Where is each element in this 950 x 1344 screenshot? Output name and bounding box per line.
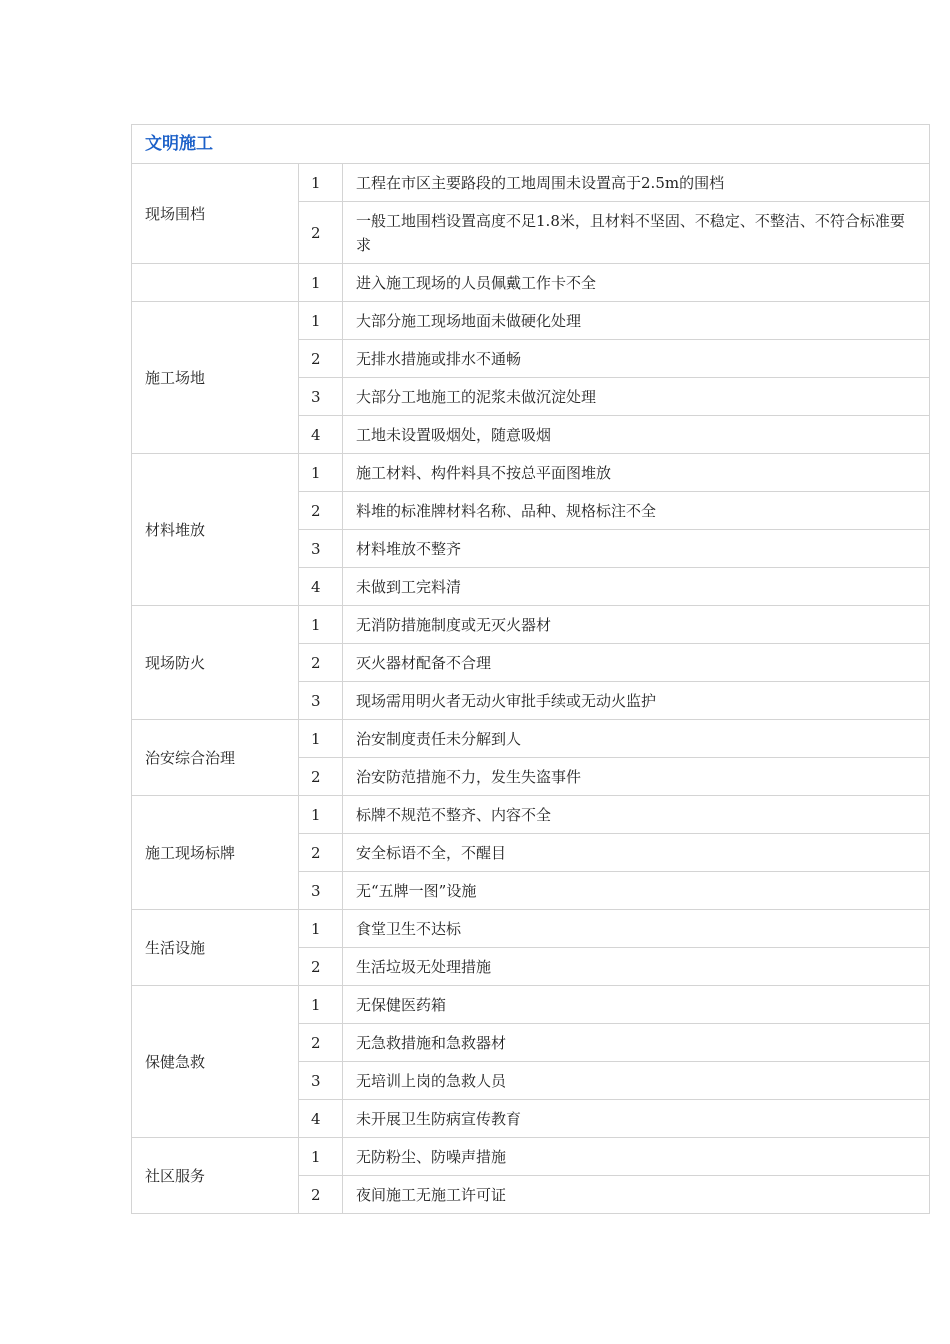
item-number: 1 (299, 264, 343, 302)
item-description: 材料堆放不整齐 (343, 530, 930, 568)
item-description: 生活垃圾无处理措施 (343, 948, 930, 986)
category-cell: 生活设施 (132, 910, 299, 986)
category-cell: 现场防火 (132, 606, 299, 720)
item-number: 3 (299, 530, 343, 568)
category-cell: 施工现场标牌 (132, 796, 299, 910)
category-cell: 现场围档 (132, 164, 299, 264)
table-row (132, 1138, 930, 1176)
item-number: 2 (299, 758, 343, 796)
item-number: 1 (299, 606, 343, 644)
item-number: 2 (299, 202, 343, 264)
item-description: 进入施工现场的人员佩戴工作卡不全 (343, 264, 930, 302)
category-cell: 治安综合治理 (132, 720, 299, 796)
category-cell: 材料堆放 (132, 454, 299, 606)
table-row (132, 164, 930, 202)
item-description: 无“五牌一图”设施 (343, 872, 930, 910)
item-number: 3 (299, 378, 343, 416)
item-number: 1 (299, 302, 343, 340)
item-number: 2 (299, 948, 343, 986)
item-number: 2 (299, 1176, 343, 1214)
item-description: 治安制度责任未分解到人 (343, 720, 930, 758)
item-number: 1 (299, 720, 343, 758)
item-number: 2 (299, 492, 343, 530)
item-description: 工程在市区主要路段的工地周围未设置高于2.5m的围档 (343, 164, 930, 202)
item-number: 4 (299, 416, 343, 454)
table-row (132, 910, 930, 948)
item-number: 1 (299, 1138, 343, 1176)
category-cell: 施工场地 (132, 302, 299, 454)
table-row (132, 264, 930, 302)
item-number: 1 (299, 164, 343, 202)
item-description: 治安防范措施不力，发生失盗事件 (343, 758, 930, 796)
item-number: 3 (299, 1062, 343, 1100)
table-row (132, 302, 930, 340)
item-number: 2 (299, 834, 343, 872)
item-description: 无保健医药箱 (343, 986, 930, 1024)
item-description: 食堂卫生不达标 (343, 910, 930, 948)
item-number: 1 (299, 910, 343, 948)
item-description: 现场需用明火者无动火审批手续或无动火监护 (343, 682, 930, 720)
item-description: 无排水措施或排水不通畅 (343, 340, 930, 378)
item-description: 大部分工地施工的泥浆未做沉淀处理 (343, 378, 930, 416)
item-description: 未开展卫生防病宣传教育 (343, 1100, 930, 1138)
table-row (132, 720, 930, 758)
table-row (132, 606, 930, 644)
item-number: 4 (299, 568, 343, 606)
item-description: 标牌不规范不整齐、内容不全 (343, 796, 930, 834)
item-description: 灭火器材配备不合理 (343, 644, 930, 682)
category-cell: 保健急救 (132, 986, 299, 1138)
item-description: 安全标语不全，不醒目 (343, 834, 930, 872)
table-row (132, 796, 930, 834)
civilized-construction-table (131, 124, 930, 1214)
category-cell: 社区服务 (132, 1138, 299, 1214)
item-description: 未做到工完料清 (343, 568, 930, 606)
item-description: 料堆的标准牌材料名称、品种、规格标注不全 (343, 492, 930, 530)
table-title: 文明施工 (132, 125, 930, 164)
item-number: 1 (299, 986, 343, 1024)
item-number: 1 (299, 454, 343, 492)
item-number: 2 (299, 644, 343, 682)
item-number: 2 (299, 1024, 343, 1062)
item-description: 无培训上岗的急救人员 (343, 1062, 930, 1100)
table-row (132, 986, 930, 1024)
item-description: 施工材料、构件料具不按总平面图堆放 (343, 454, 930, 492)
item-number: 3 (299, 682, 343, 720)
item-description: 无防粉尘、防噪声措施 (343, 1138, 930, 1176)
item-number: 1 (299, 796, 343, 834)
item-number: 2 (299, 340, 343, 378)
item-description: 工地未设置吸烟处，随意吸烟 (343, 416, 930, 454)
item-description: 无急救措施和急救器材 (343, 1024, 930, 1062)
item-number: 3 (299, 872, 343, 910)
table-body (132, 125, 930, 1214)
category-cell (132, 264, 299, 302)
item-description: 无消防措施制度或无灭火器材 (343, 606, 930, 644)
table-row (132, 454, 930, 492)
item-description: 大部分施工现场地面未做硬化处理 (343, 302, 930, 340)
title-row (132, 125, 930, 164)
item-description: 夜间施工无施工许可证 (343, 1176, 930, 1214)
item-number: 4 (299, 1100, 343, 1138)
item-description: 一般工地围档设置高度不足1.8米，且材料不坚固、不稳定、不整洁、不符合标准要求 (343, 202, 930, 264)
